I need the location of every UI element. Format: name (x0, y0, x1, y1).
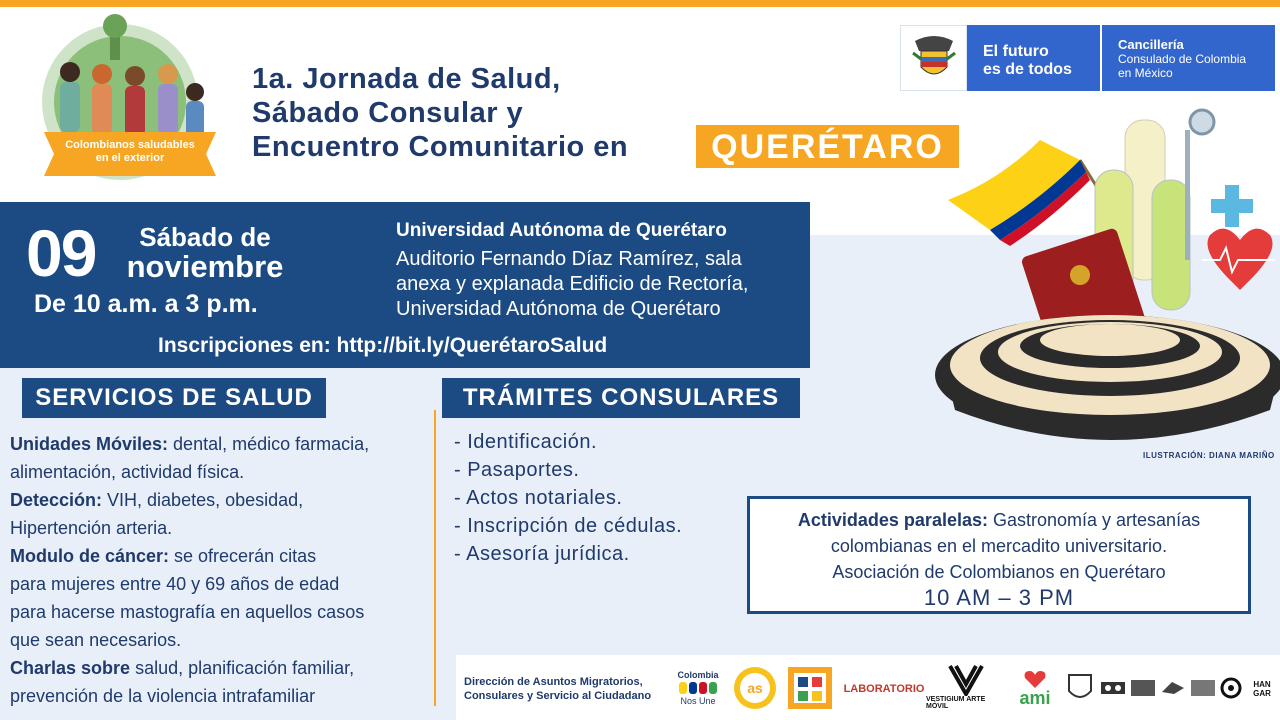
health-item-cancer-cont-3: que sean necesarios. (10, 630, 182, 650)
event-venue (396, 218, 796, 322)
event-title (252, 62, 628, 164)
health-services-list (10, 430, 430, 710)
sombrero-vueltiao-illustration (930, 100, 1280, 450)
consular-services-list (454, 428, 682, 568)
parallel-label: Actividades paralelas: (797, 510, 988, 530)
cancilleria-block (1100, 25, 1275, 91)
list-item: - Inscripción de cédulas. (454, 515, 683, 537)
health-item-cancer (10, 542, 430, 570)
venue-detail-1: Auditorio Fernando Díaz Ramírez, sala (396, 248, 742, 270)
item-text: VIH, diabetes, obesidad, (102, 490, 304, 510)
health-item-cancer-cont-2: para hacerse mastografía en aquellos casos (10, 602, 365, 622)
logo-ribbon-line1: Colombianos saludables (65, 139, 195, 151)
health-item-cancer-cont-1: para mujeres entre 40 y 69 años de edad (10, 574, 340, 594)
column-divider (434, 410, 436, 706)
ami-text: ami (1019, 688, 1051, 708)
item-label: Detección: (10, 490, 103, 510)
as-movilidad-logo (732, 665, 778, 711)
city-badge: QUERÉTARO (696, 125, 959, 168)
health-item-mobile-units-cont: alimentación, actividad física. (10, 462, 245, 482)
gov-slogan (967, 25, 1100, 91)
ami-logo (1012, 665, 1058, 711)
slogan-line-1: El futuro (983, 43, 1049, 60)
centro-de-arte-icon (1218, 675, 1244, 701)
nosune-top-text: Colombia (677, 670, 719, 680)
event-hours: De 10 a.m. a 3 p.m. (34, 290, 258, 318)
direction-line-2: Consulares y Servicio al Ciudadano (464, 690, 652, 702)
colombia-seal-icon (900, 25, 967, 91)
direction-line-1: Dirección de Asuntos Migratorios, (464, 676, 643, 688)
event-day-number: 09 (26, 216, 96, 290)
parallel-time: 10 AM – 3 PM (923, 585, 1075, 610)
event-month: noviembre (126, 249, 284, 284)
ccrc-logo (786, 665, 834, 711)
item-label: Unidades Móviles: (10, 434, 169, 454)
consulado-country: en México (1118, 66, 1173, 80)
consular-services-heading: TRÁMITES CONSULARES (442, 378, 800, 418)
nosune-bottom-text: Nos Une (680, 696, 716, 706)
health-item-mobile-units (10, 430, 430, 458)
title-line-1: 1a. Jornada de Salud, (252, 63, 561, 95)
top-accent-bar (0, 0, 1280, 7)
partner-secretaria-icon (1130, 677, 1156, 699)
item-text: salud, planificación familiar, (130, 658, 355, 678)
consulado-line: Consulado de Colombia (1118, 52, 1247, 66)
list-item: - Pasaportes. (454, 459, 580, 481)
parallel-line-3: Asociación de Colombianos en Querétaro (832, 562, 1166, 582)
venue-detail-2: anexa y explanada Edificio de Rectoría, (396, 273, 749, 295)
colombia-nos-une-logo (672, 665, 724, 711)
title-line-2: Sábado Consular y (252, 97, 524, 129)
slogan-line-2: es de todos (983, 61, 1072, 78)
health-services-heading: SERVICIOS DE SALUD (22, 378, 326, 418)
title-line-3: Encuentro Comunitario en (252, 131, 629, 163)
illustration-credit: ILUSTRACIÓN: DIANA MARIÑO (1143, 451, 1275, 460)
parallel-activities-box (747, 496, 1251, 614)
list-item: - Actos notariales. (454, 487, 623, 509)
event-weekday: Sábado de (139, 222, 271, 252)
vestigium-text: VESTIGIUM ARTE MÓVIL (926, 696, 986, 710)
item-text: dental, médico farmacia, (168, 434, 370, 454)
laboratorio-logo: LABORATORIO (843, 683, 925, 695)
partner-emblem-icon (1100, 677, 1126, 699)
parallel-line-1 (750, 507, 1248, 533)
partner-bird-icon (1160, 677, 1186, 699)
government-banner (900, 25, 1275, 91)
direction-label (464, 675, 651, 703)
health-item-talks-cont: prevención de la violencia intrafamiliar (10, 686, 316, 706)
health-item-detection-cont: Hipertención arteria. (10, 518, 173, 538)
venue-name: Universidad Autónoma de Querétaro (396, 220, 727, 241)
cancilleria-name: Cancillería (1118, 37, 1184, 52)
people-icon (679, 682, 717, 694)
list-item: - Identificación. (454, 431, 598, 453)
colombianos-saludables-logo (30, 12, 230, 192)
parallel-line-2: colombianas en el mercadito universitario. (830, 536, 1168, 556)
signup-link[interactable]: Inscripciones en: http://bit.ly/QuerétaroSalud (158, 334, 608, 357)
vestigium-logo (926, 661, 1006, 713)
svg-text:as: as (747, 680, 763, 696)
list-item: - Asesoría jurídica. (454, 543, 630, 565)
heart-icon (1023, 669, 1047, 689)
health-item-detection (10, 486, 430, 514)
partner-secretaria-2-icon (1190, 677, 1216, 699)
item-text: se ofrecerán citas (169, 546, 317, 566)
vestigium-icon (948, 664, 984, 696)
parallel-text: Gastronomía y artesanías (987, 510, 1201, 530)
item-label: Modulo de cáncer: (10, 546, 170, 566)
logo-ribbon-line2: en el exterior (95, 152, 165, 164)
venue-detail-3: Universidad Autónoma de Querétaro (396, 298, 721, 320)
shield-logo (1066, 673, 1094, 703)
hangar-logo: HAN GAR (1253, 680, 1271, 698)
item-label: Charlas sobre (10, 658, 131, 678)
event-date-text (115, 222, 295, 282)
health-item-talks (10, 654, 430, 682)
partners-strip (456, 655, 1280, 720)
